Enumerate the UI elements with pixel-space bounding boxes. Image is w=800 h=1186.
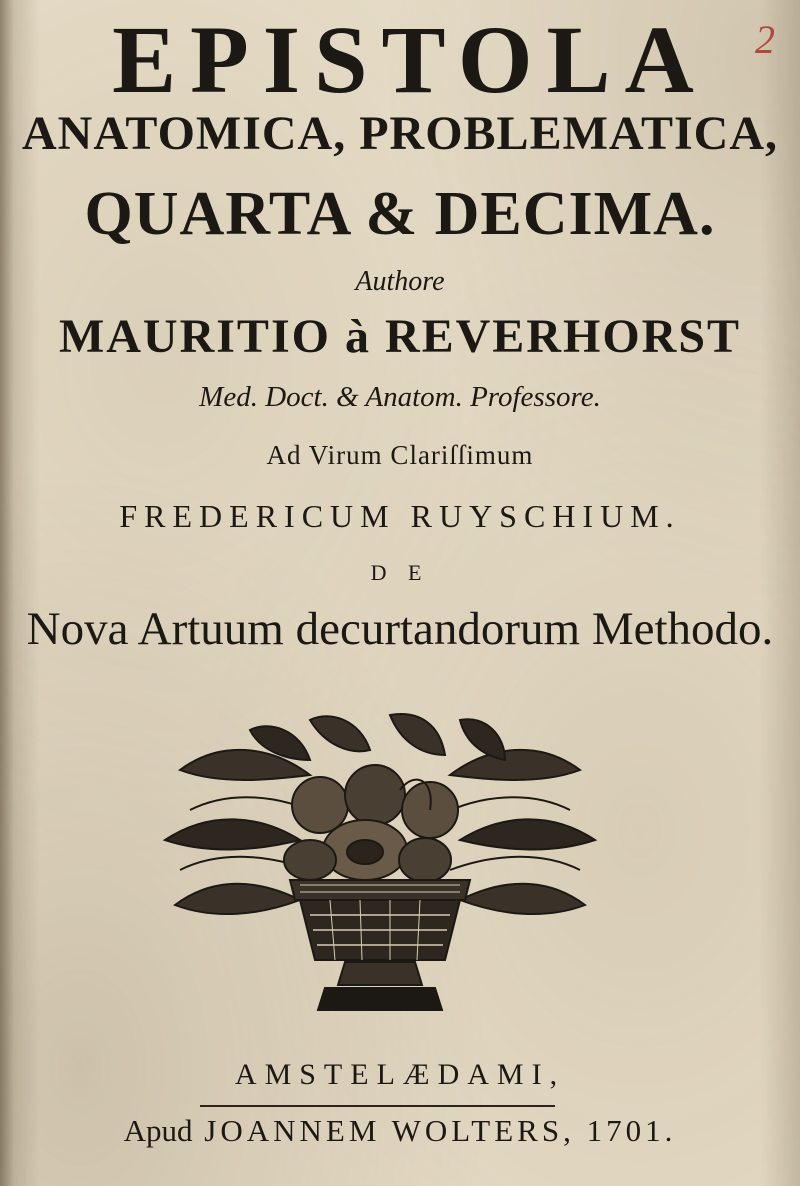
title-anatomica-problematica: ANATOMICA, PROBLEMATICA, xyxy=(21,107,779,160)
author-name: MAURITIO à REVERHORST xyxy=(58,310,742,363)
title-quarta-decima: QUARTA & DECIMA. xyxy=(84,180,716,248)
publisher-name: JOANNEM WOLTERS, xyxy=(204,1113,575,1148)
addressee-name: FREDERICUM RUYSCHIUM. xyxy=(119,498,681,534)
imprint-place: AMSTELÆDAMI, xyxy=(234,1058,566,1091)
title-epistola: EPISTOLA xyxy=(112,6,708,113)
publication-year: 1701. xyxy=(586,1113,677,1148)
subject-line: Nova Artuum decurtandorum Methodo. xyxy=(26,603,774,655)
margin-mark: 2 xyxy=(755,17,775,62)
author-title: Med. Doct. & Anatom. Professore. xyxy=(199,381,601,413)
page-edge-shadow xyxy=(0,0,14,1186)
authore-label: Authore xyxy=(355,266,445,297)
de-line: D E xyxy=(370,560,430,585)
fruit-basket-vignette-icon xyxy=(160,700,600,1030)
imprint-rule xyxy=(200,1105,555,1107)
apud-word: Apud xyxy=(123,1113,193,1148)
ad-virum-line: Ad Virum Clariſſimum xyxy=(266,440,534,470)
imprint-publisher-line xyxy=(0,1115,800,1146)
